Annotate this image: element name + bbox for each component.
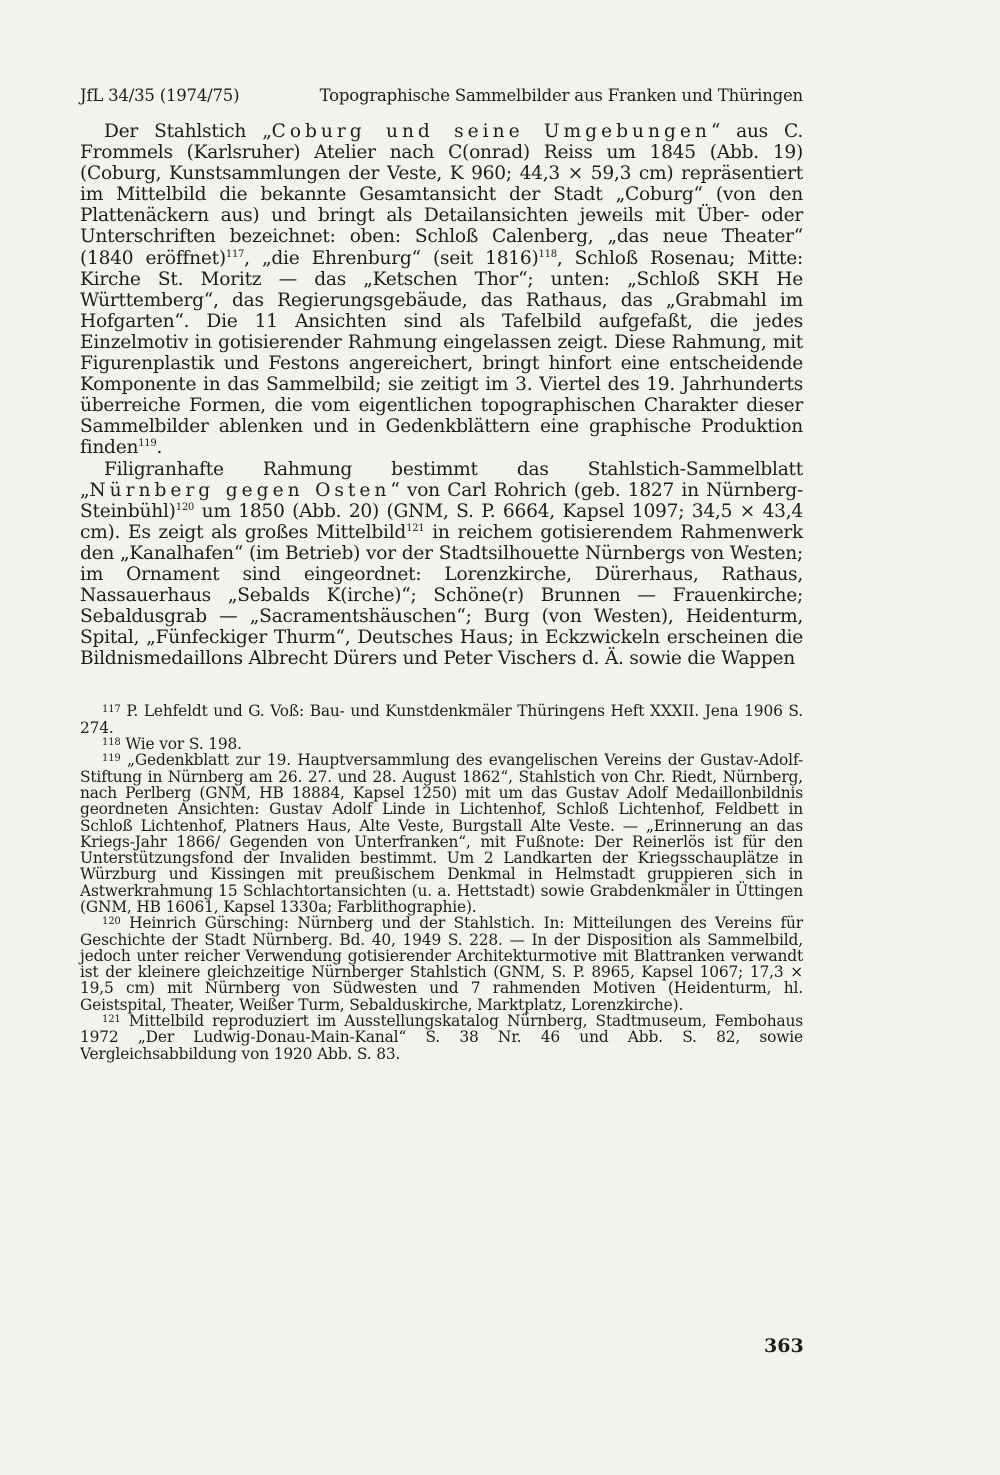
footnote-text: Wie vor S. 198. [120, 735, 242, 754]
running-head [80, 86, 803, 105]
footnote-text: Mittelbild reproduziert im Ausstellungskatalog Nürnberg, Stadtmuseum, Fembohaus 1972 „Der Ludwig-Donau-Main-Kanal“ S. 38 Nr. 46 und Abb. S. 82, sowie Vergleichsabbildung von 1920 Abb. S. 83. [80, 1012, 803, 1063]
running-head-right: Topographische Sammelbilder aus Franken und Thüringen [319, 86, 803, 105]
body-text [80, 121, 803, 669]
footnote-number: 119 [102, 753, 121, 765]
footnote-121 [80, 1013, 803, 1062]
footnote-ref-117[interactable]: 117 [225, 248, 245, 260]
title-nuernberg: Nürnberg gegen Osten [89, 479, 391, 501]
running-head-left: JfL 34/35 (1974/75) [80, 86, 240, 105]
footnote-number: 120 [102, 916, 121, 928]
footnote-ref-120[interactable]: 120 [175, 501, 195, 513]
paragraph-1-text: Der Stahlstich „ [104, 121, 272, 142]
page-number: 363 [764, 1335, 804, 1357]
footnote-119 [80, 752, 803, 915]
paragraph-1-text: “ aus C. Frommels (Karlsruher) Atelier nach C(onrad) Reiss um 1845 (Abb. 19) (Coburg, Kunstsammlungen der Veste, K 960; 44,3 × 59,3 cm) repräsentiert im Mittelbild die bekannte Gesamtansicht der Stadt „Coburg“ (von den Plattenäckern aus) und bringt als Detailansichten jeweils mit Über- oder Unterschriften bezeichnet: oben: Schloß Calenberg, „das neue Theater“ (1840 eröffnet) [80, 121, 803, 269]
footnote-118 [80, 736, 803, 752]
paragraph-2-text: Filigranhafte Rahmung bestimmt das Stahlstich-Sammelblatt „ [80, 458, 803, 501]
paragraph-2-text: “ von Carl Rohrich (geb. 1827 in Nürnberg-Steinbühl) [80, 479, 803, 522]
footnote-120 [80, 915, 803, 1013]
page [80, 86, 803, 1062]
footnote-text: „Gedenkblatt zur 19. Hauptversammlung des evangelischen Vereins der Gustav-Adolf-Stiftung in Nürnberg am 26. 27. und 28. August 1862“, Stahlstich von Chr. Riedt, Nürnberg, nach Perlberg (GNM, HB 18884, Kapsel 1250) mit um das Gustav Adolf Medaillonbildnis geordneten Ansichten: Gustav Adolf Linde in Lichtenhof, Schloß Lichtenhof, Feldbett in Schloß Lichtenhof, Platners Haus, Alte Veste, Burgstall Alte Veste. — „Erinnerung an das Kriegs-Jahr 1866/ Gegenden von Unterfranken“, mit Fußnote: Der Reinerlös ist für den Unterstützungsfond der Invaliden bestimmt. Um 2 Landkarten der Kriegsschauplätze in Würzburg und Kissingen mit preußischem Denkmal in Helmstadt gruppieren sich in Astwerkrahmung 15 Schlachtortansichten (u. a. Hettstadt) sowie Grabdenkmäler in Üttingen (GNM, HB 16061, Kapsel 1330a; Farblithographie). [80, 751, 803, 916]
paragraph-1 [80, 121, 803, 459]
footnote-ref-121[interactable]: 121 [406, 522, 425, 534]
footnote-number: 118 [102, 737, 121, 749]
footnote-ref-118[interactable]: 118 [538, 248, 557, 260]
footnotes [80, 703, 803, 1062]
footnote-117 [80, 703, 803, 736]
paragraph-1-text: , „die Ehrenburg“ (seit 1816) [244, 247, 539, 269]
paragraph-2-text: in reichem gotisierendem Rahmenwerk den „Kanalhafen“ (im Betrieb) vor der Stadtsilhouette Nürnbergs von Westen; im Ornament sind eingeordnet: Lorenzkirche, Dürerhaus, Rathaus, Nassauerhaus „Sebalds K(irche)“; Schöne(r) Brunnen — Frauenkirche; Sebaldusgrab — „Sacramentshäuschen“; Burg (von Westen), Heidenturm, Spital, „Fünfeckiger Thurm“, Deutsches Haus; in Eckzwickeln erscheinen die Bildnismedaillons Albrecht Dürers und Peter Vischers d. Ä. sowie die Wappen [80, 521, 804, 670]
footnote-ref-119[interactable]: 119 [138, 438, 157, 450]
paragraph-1-text: . [156, 437, 163, 459]
footnote-text: P. Lehfeldt und G. Voß: Bau- und Kunstdenkmäler Thüringens Heft XXXII. Jena 1906 S. 274. [80, 702, 803, 737]
paragraph-2 [80, 459, 803, 670]
paragraph-2-text: um 1850 (Abb. 20) (GNM, S. P. 6664, Kapsel 1097; 34,5 × 43,4 cm). Es zeigt als großes Mittelbild [80, 500, 803, 543]
paragraph-1-text: , Schloß Rosenau; Mitte: Kirche St. Moritz — das „Ketschen Thor“; unten: „Schloß SKH He Württemberg“, das Regierungsgebäude, das Rathaus, das „Grabmahl im Hofgarten“. Die 11 Ansichten sind als Tafelbild aufgefaßt, die jedes Einzelmotiv in gotisierender Rahmung eingelassen zeigt. Diese Rahmung, mit Figurenplastik und Festons angereichert, bringt hinfort eine entscheidende Komponente in das Sammelbild; sie zeitigt im 3. Viertel des 19. Jahrhunderts überreiche Formen, die vom eigentlichen topographischen Charakter dieser Sammelbilder ablenken und in Gedenkblättern eine graphische Produktion finden [80, 247, 803, 459]
footnote-text: Heinrich Gürsching: Nürnberg und der Stahlstich. In: Mitteilungen des Vereins für Geschichte der Stadt Nürnberg. Bd. 40, 1949 S. 228. — In der Disposition als Sammelbild, jedoch unter reicher Verwendung gotisierender Architekturmotive mit Blattranken verwandt ist der kleinere gleichzeitige Nürnberger Stahlstich (GNM, S. P. 8965, Kapsel 1067; 17,3 × 19,5 cm) mit Nürnberg von Südwesten und 7 rahmenden Motiven (Heidenturm, hl. Geistspital, Theater, Weißer Turm, Sebalduskirche, Marktplatz, Lorenzkirche). [80, 914, 803, 1014]
footnote-number: 121 [102, 1014, 121, 1026]
footnote-number: 117 [102, 704, 121, 716]
title-coburg: Coburg und seine Umgebungen [271, 121, 711, 142]
